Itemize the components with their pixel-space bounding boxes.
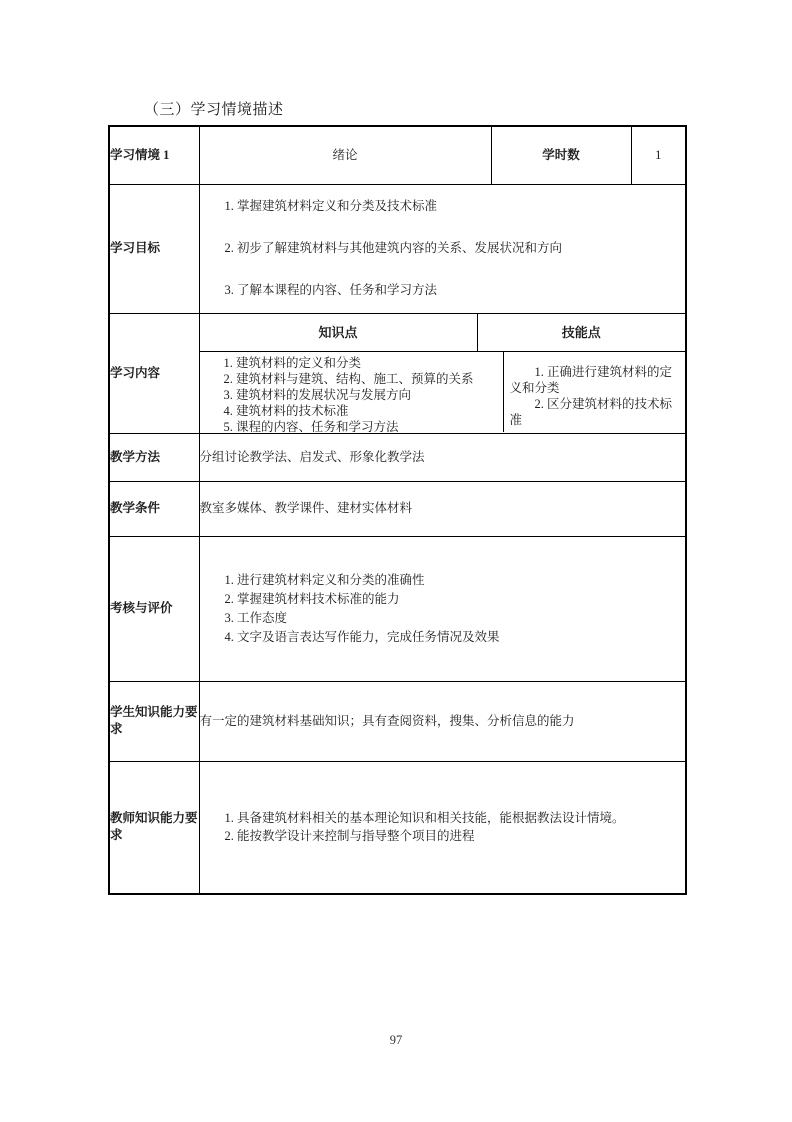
subtable-body-row xyxy=(200,352,686,432)
hours-value-cell: 1 xyxy=(631,126,686,184)
teacher-req-list xyxy=(200,809,686,845)
list-item: 1. 正确进行建筑材料的定义和分类 xyxy=(509,365,673,395)
goal-list xyxy=(200,185,686,312)
list-item: 4. 文字及语言表达写作能力，完成任务情况及效果 xyxy=(224,629,500,644)
list-item: 1. 建筑材料的定义和分类 xyxy=(223,356,362,370)
list-item: 3. 了解本课程的内容、任务和学习方法 xyxy=(224,283,438,298)
list-item: 2. 区分建筑材料的技术标准 xyxy=(509,397,673,427)
content-subtable-cell xyxy=(199,313,686,433)
subtable-header-row xyxy=(200,314,686,352)
learning-situation-table xyxy=(108,125,687,895)
list-item: 4. 建筑材料的技术标准 xyxy=(223,404,349,418)
list-item: 5. 课程的内容、任务和学习方法 xyxy=(223,420,399,433)
list-item: 1. 具备建筑材料相关的基本理论知识和相关技能，能根据教法设计情境。 xyxy=(224,811,625,826)
page-number: 97 xyxy=(389,1033,403,1047)
list-item: 1. 进行建筑材料定义和分类的准确性 xyxy=(224,572,425,587)
knowledge-header-cell: 知识点 xyxy=(200,314,478,351)
teacher-req-content-cell xyxy=(199,761,686,894)
page-title: （三）学习情境描述 xyxy=(144,102,284,118)
teacher-req-label-cell: 教师知识能力要求 xyxy=(109,761,199,894)
table-row-content xyxy=(109,313,686,433)
table-row-assessment xyxy=(109,536,686,681)
list-item: 1. 掌握建筑材料定义和分类及技术标准 xyxy=(224,198,438,213)
list-item: 2. 初步了解建筑材料与其他建筑内容的关系、发展状况和方向 xyxy=(224,240,563,255)
situation-label-cell: 学习情境 1 xyxy=(109,126,199,184)
student-req-label-cell: 学生知识能力要求 xyxy=(109,681,199,761)
table-row-student-req xyxy=(109,681,686,761)
skill-header-cell: 技能点 xyxy=(561,325,601,340)
condition-content-cell: 教室多媒体、教学课件、建材实体材料 xyxy=(199,481,686,536)
goal-label-cell: 学习目标 xyxy=(109,184,199,313)
method-label-cell: 教学方法 xyxy=(109,433,199,481)
list-item: 3. 工作态度 xyxy=(224,610,288,625)
hours-label-cell: 学时数 xyxy=(491,126,631,184)
list-item: 3. 建筑材料的发展状况与发展方向 xyxy=(223,388,412,402)
content-label-cell: 学习内容 xyxy=(109,313,199,433)
list-item: 2. 建筑材料与建筑、结构、施工、预算的关系 xyxy=(223,372,474,386)
condition-label-cell: 教学条件 xyxy=(109,481,199,536)
table-row-method xyxy=(109,433,686,481)
assessment-label-cell: 考核与评价 xyxy=(109,536,199,681)
assessment-content-cell xyxy=(199,536,686,681)
knowledge-list xyxy=(200,352,504,432)
table-row-teacher-req xyxy=(109,761,686,894)
skill-list xyxy=(504,352,686,432)
table-row-header xyxy=(109,126,686,184)
list-item: 2. 能按教学设计来控制与指导整个项目的进程 xyxy=(224,829,475,844)
method-content-cell: 分组讨论教学法、启发式、形象化教学法 xyxy=(199,433,686,481)
table-row-condition xyxy=(109,481,686,536)
table-row-goal xyxy=(109,184,686,313)
student-req-content-cell: 有一定的建筑材料基础知识；具有查阅资料，搜集、分析信息的能力 xyxy=(199,681,686,761)
situation-value-cell: 绪论 xyxy=(199,126,491,184)
goal-content-cell xyxy=(199,184,686,313)
list-item: 2. 掌握建筑材料技术标准的能力 xyxy=(224,591,400,606)
knowledge-skill-grid xyxy=(200,314,686,432)
assessment-list xyxy=(200,571,686,647)
